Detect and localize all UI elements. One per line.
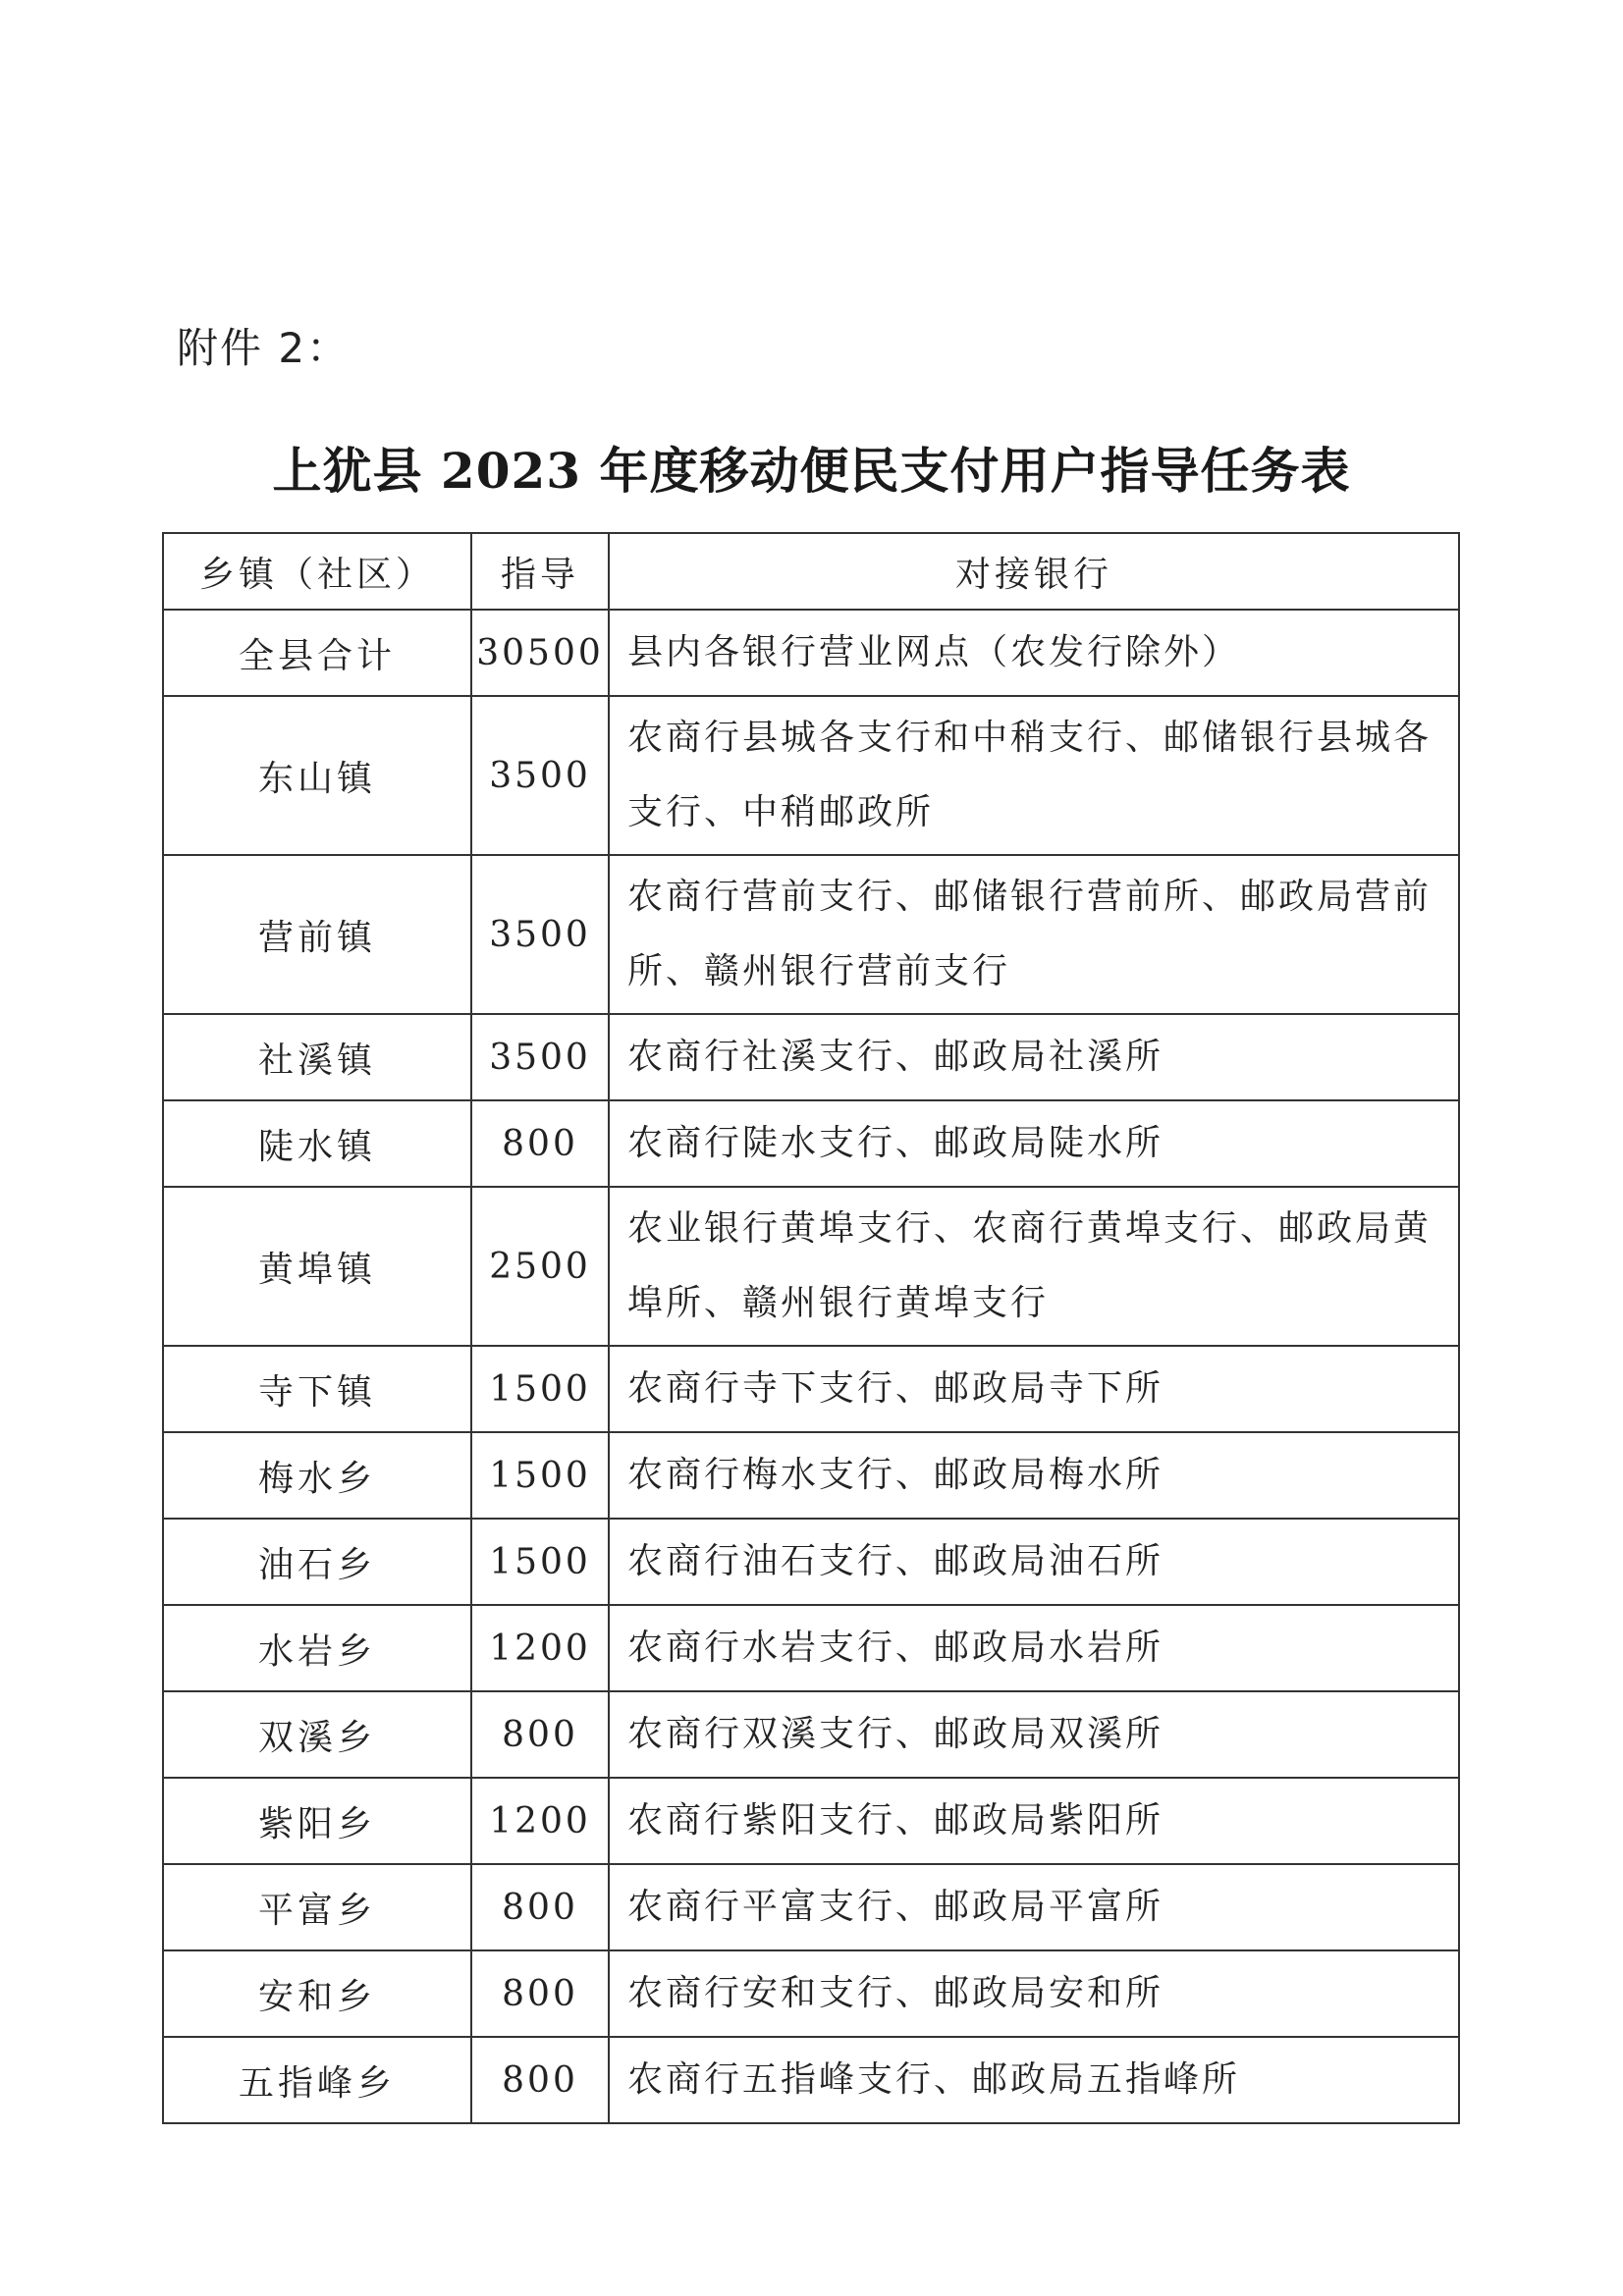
town-cell: 梅水乡: [163, 1432, 471, 1519]
banks-cell: 农商行五指峰支行、邮政局五指峰所: [609, 2037, 1459, 2123]
banks-cell: 农商行县城各支行和中稍支行、邮储银行县城各支行、中稍邮政所: [609, 696, 1459, 855]
banks-cell: 农商行紫阳支行、邮政局紫阳所: [609, 1778, 1459, 1864]
document-title: 上犹县 2023 年度移动便民支付用户指导任务表: [272, 442, 1351, 500]
town-cell: 东山镇: [163, 696, 471, 855]
target-cell: 1200: [471, 1778, 609, 1864]
town-cell: 寺下镇: [163, 1346, 471, 1432]
target-cell: 800: [471, 1100, 609, 1187]
town-cell: 营前镇: [163, 855, 471, 1014]
town-cell: 油石乡: [163, 1519, 471, 1605]
target-cell: 800: [471, 1691, 609, 1778]
town-cell: 安和乡: [163, 1950, 471, 2037]
table-header-row: [163, 533, 1459, 610]
banks-cell: 农商行水岩支行、邮政局水岩所: [609, 1605, 1459, 1691]
table-row: [163, 1778, 1459, 1864]
town-cell: 陡水镇: [163, 1100, 471, 1187]
table-row: [163, 2037, 1459, 2123]
town-cell: 平富乡: [163, 1864, 471, 1950]
town-cell: 紫阳乡: [163, 1778, 471, 1864]
table-row: [163, 1100, 1459, 1187]
target-cell: 3500: [471, 855, 609, 1014]
banks-cell: 县内各银行营业网点（农发行除外）: [609, 610, 1459, 696]
town-cell: 全县合计: [163, 610, 471, 696]
town-cell: 双溪乡: [163, 1691, 471, 1778]
banks-cell: 农业银行黄埠支行、农商行黄埠支行、邮政局黄埠所、赣州银行黄埠支行: [609, 1187, 1459, 1346]
header-town: 乡镇（社区）: [163, 533, 471, 610]
task-table: [162, 532, 1460, 2124]
table-row: [163, 1605, 1459, 1691]
table-row: [163, 1346, 1459, 1432]
table-row: [163, 855, 1459, 1014]
target-cell: 3500: [471, 696, 609, 855]
table-row: [163, 696, 1459, 855]
target-cell: 1200: [471, 1605, 609, 1691]
target-cell: 30500: [471, 610, 609, 696]
target-cell: 800: [471, 1950, 609, 2037]
banks-cell: 农商行平富支行、邮政局平富所: [609, 1864, 1459, 1950]
table-row: [163, 610, 1459, 696]
town-cell: 社溪镇: [163, 1014, 471, 1100]
table-row: [163, 1691, 1459, 1778]
banks-cell: 农商行双溪支行、邮政局双溪所: [609, 1691, 1459, 1778]
banks-cell: 农商行梅水支行、邮政局梅水所: [609, 1432, 1459, 1519]
banks-cell: 农商行社溪支行、邮政局社溪所: [609, 1014, 1459, 1100]
town-cell: 水岩乡: [163, 1605, 471, 1691]
target-cell: 800: [471, 1864, 609, 1950]
banks-cell: 农商行油石支行、邮政局油石所: [609, 1519, 1459, 1605]
target-cell: 1500: [471, 1432, 609, 1519]
town-cell: 五指峰乡: [163, 2037, 471, 2123]
table-row: [163, 1014, 1459, 1100]
target-cell: 800: [471, 2037, 609, 2123]
target-cell: 2500: [471, 1187, 609, 1346]
attachment-label: 附件 2：: [177, 324, 351, 372]
table-row: [163, 1432, 1459, 1519]
banks-cell: 农商行安和支行、邮政局安和所: [609, 1950, 1459, 2037]
table-row: [163, 1864, 1459, 1950]
table-row: [163, 1950, 1459, 2037]
target-cell: 3500: [471, 1014, 609, 1100]
table-row: [163, 1519, 1459, 1605]
banks-cell: 农商行陡水支行、邮政局陡水所: [609, 1100, 1459, 1187]
header-target: 指导: [471, 533, 609, 610]
town-cell: 黄埠镇: [163, 1187, 471, 1346]
target-cell: 1500: [471, 1346, 609, 1432]
banks-cell: 农商行寺下支行、邮政局寺下所: [609, 1346, 1459, 1432]
table-row: [163, 1187, 1459, 1346]
target-cell: 1500: [471, 1519, 609, 1605]
header-banks: 对接银行: [609, 533, 1459, 610]
banks-cell: 农商行营前支行、邮储银行营前所、邮政局营前所、赣州银行营前支行: [609, 855, 1459, 1014]
